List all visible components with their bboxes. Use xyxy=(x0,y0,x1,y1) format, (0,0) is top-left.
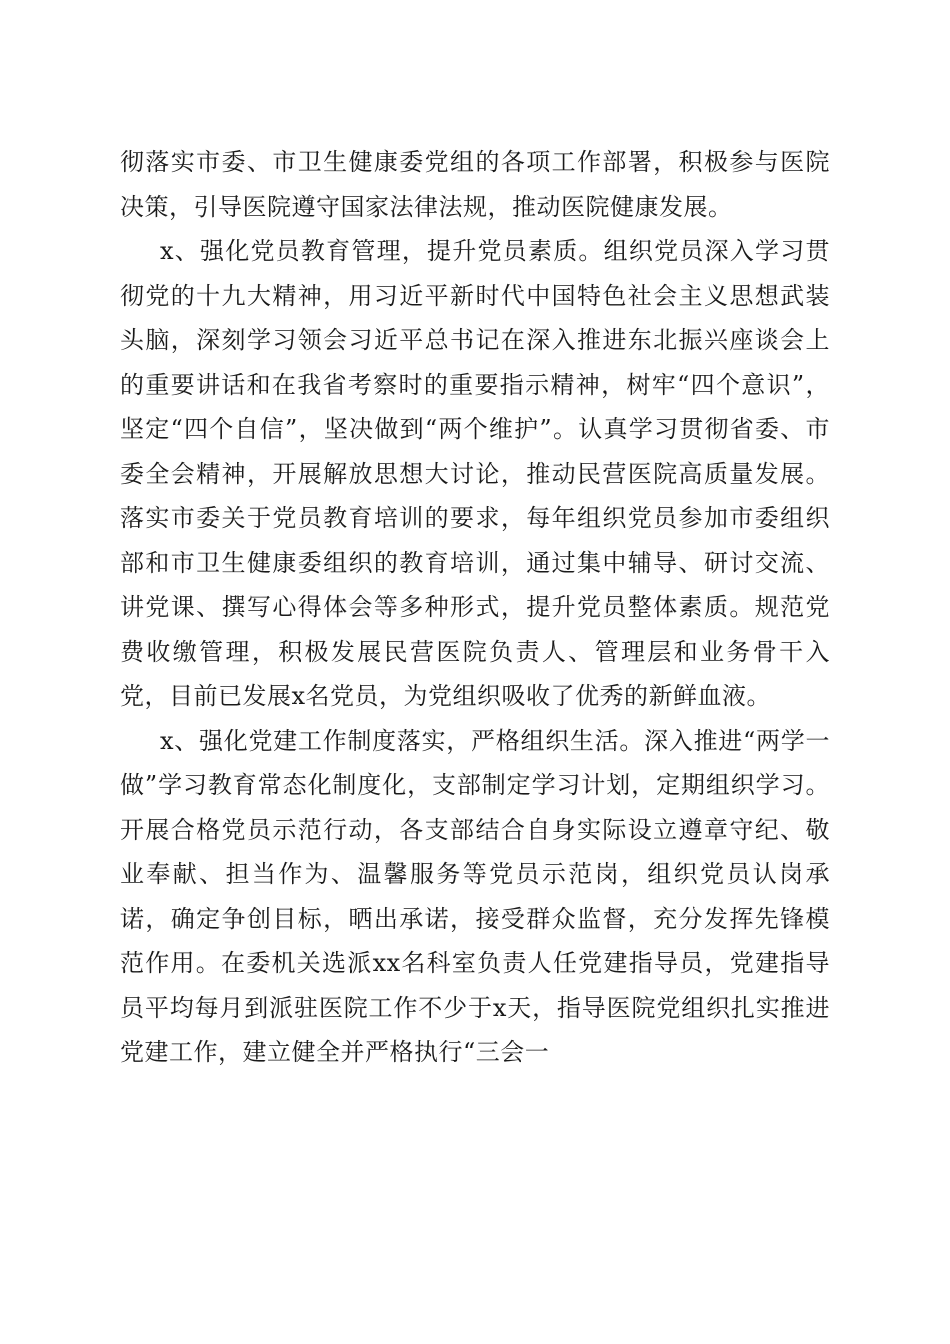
paragraph-continuation: 彻落实市委、市卫生健康委党组的各项工作部署，积极参与医院决策，引导医院遵守国家法律法规，推动医院健康发展。 xyxy=(120,148,830,221)
paragraph-party-building-system: x、强化党建工作制度落实，严格组织生活。深入推进“两学一做”学习教育常态化制度化，支部制定学习计划，定期组织学习。开展合格党员示范行动，各支部结合自身实际设立遵章守纪、敬业奉献、担当作为、温馨服务等党员示范岗，组织党员认岗承诺，确定争创目标，晒出承诺，接受群众监督，充分发挥先锋模范作用。在委机关选派xx名科室负责人任党建指导员，党建指导员平均每月到派驻医院工作不少于x天，指导医院党组织扎实推进党建工作，建立健全并严格执行“三会一 xyxy=(120,726,830,1066)
document-body xyxy=(120,140,830,1075)
paragraph-party-member-education: x、强化党员教育管理，提升党员素质。组织党员深入学习贯彻党的十九大精神，用习近平新时代中国特色社会主义思想武装头脑，深刻学习领会习近平总书记在深入推进东北振兴座谈会上的重要讲话和在我省考察时的重要指示精神，树牢“四个意识”，坚定“四个自信”，坚决做到“两个维护”。认真学习贯彻省委、市委全会精神，开展解放思想大讨论，推动民营医院高质量发展。落实市委关于党员教育培训的要求，每年组织党员参加市委组织部和市卫生健康委组织的教育培训，通过集中辅导、研讨交流、讲党课、撰写心得体会等多种形式，提升党员整体素质。规范党费收缴管理，积极发展民营医院负责人、管理层和业务骨干入党，目前已发展x名党员，为党组织吸收了优秀的新鲜血液。 xyxy=(120,237,830,710)
